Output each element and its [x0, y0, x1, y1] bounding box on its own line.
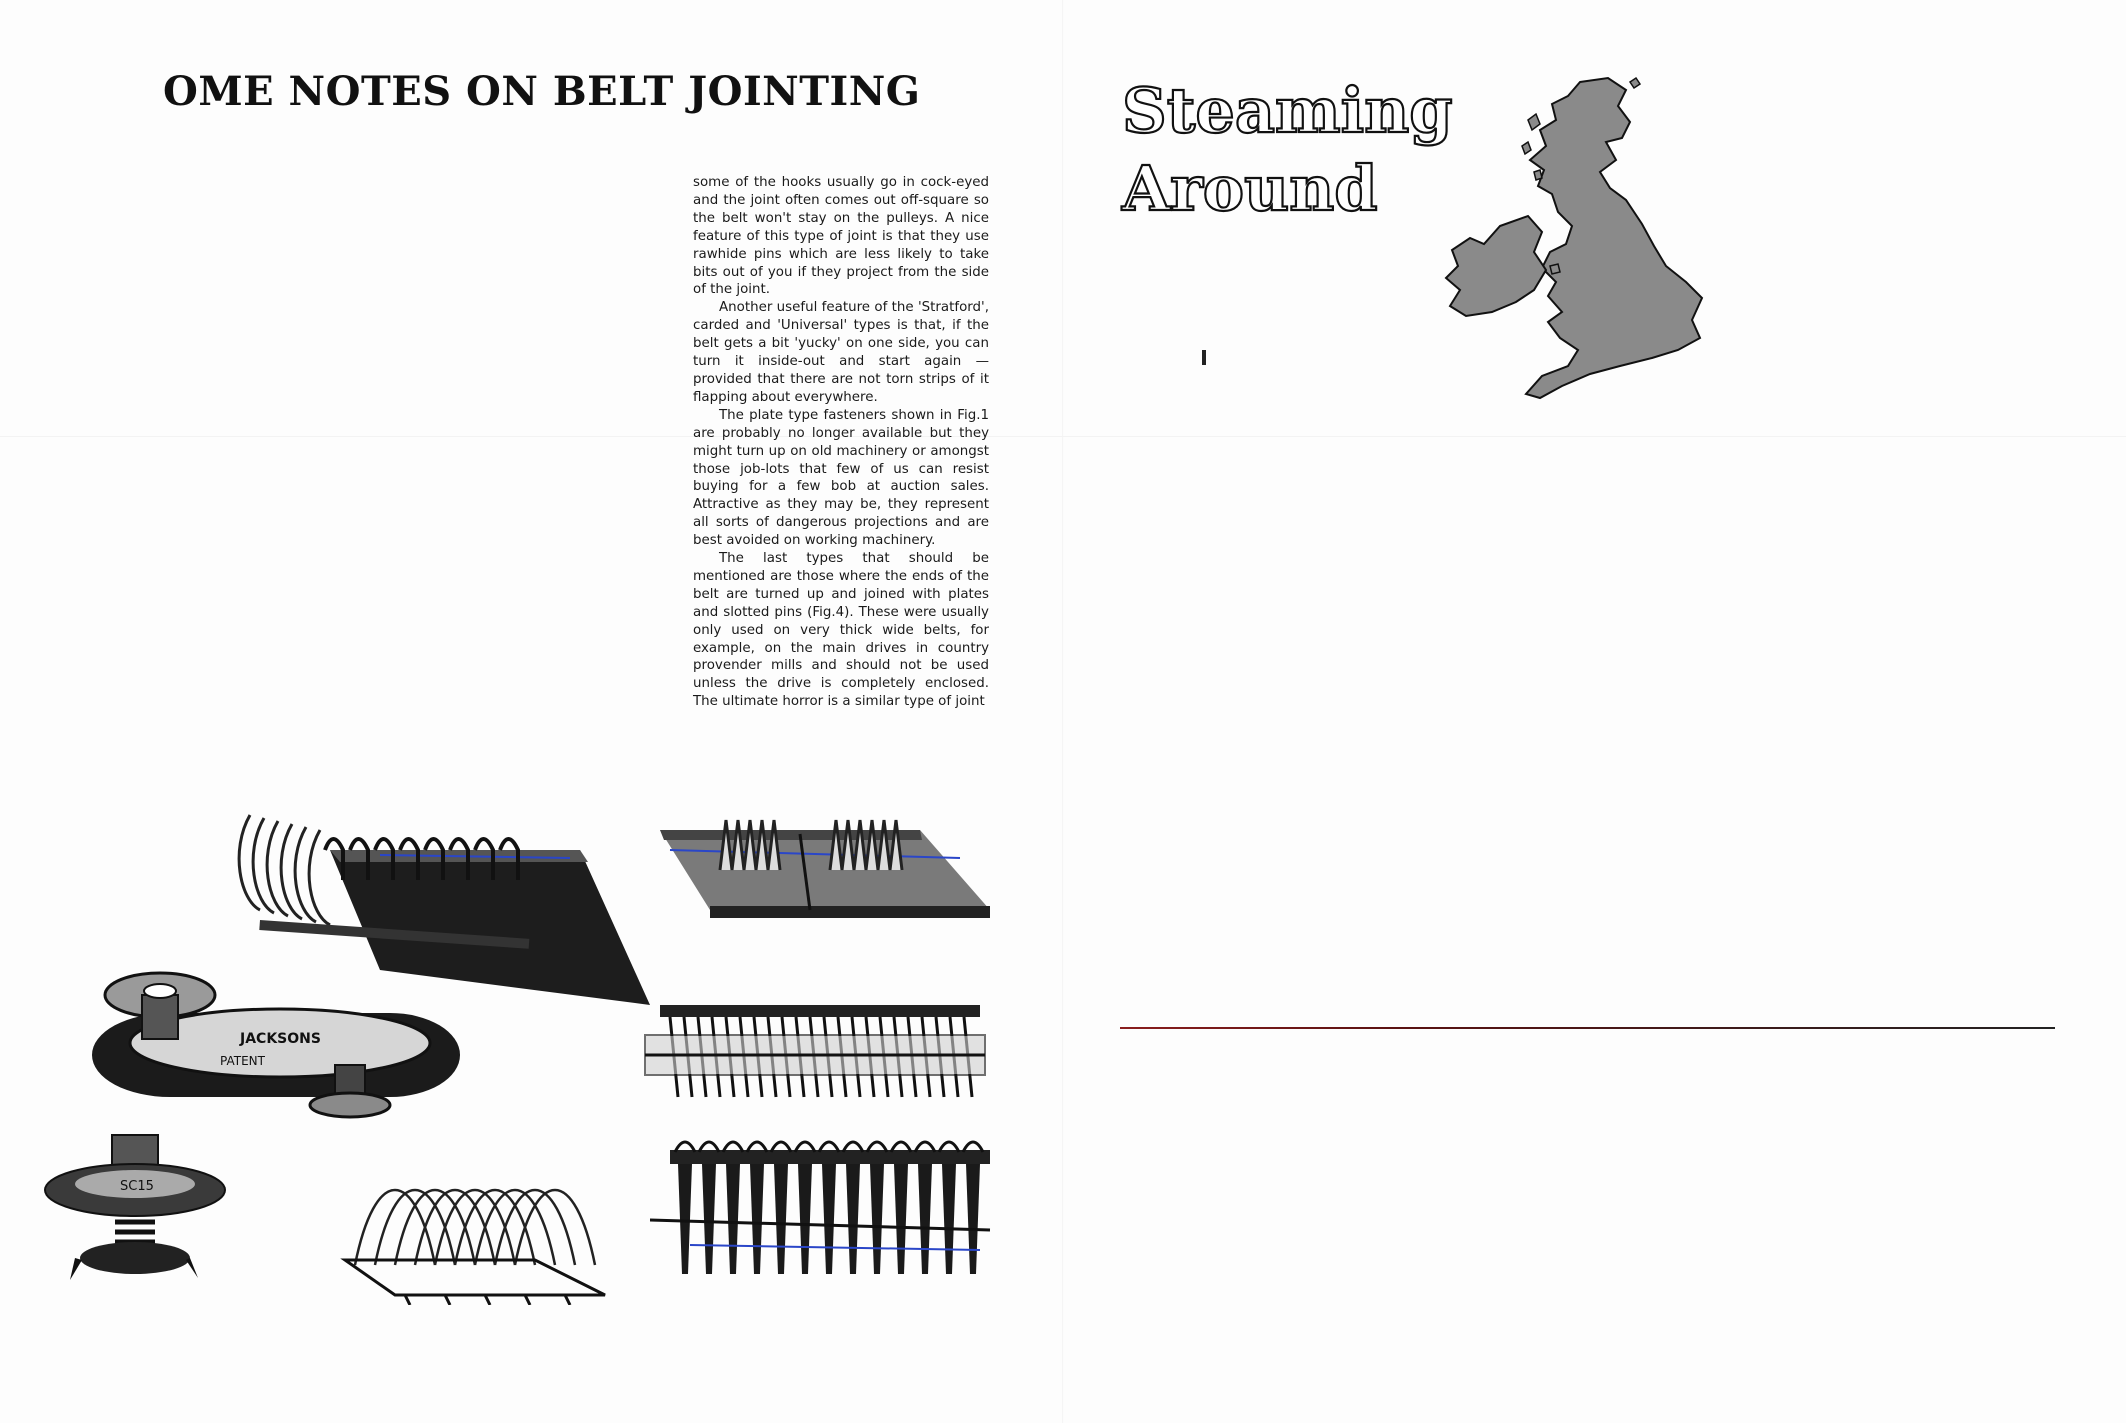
british-isles-map-icon — [1430, 76, 1750, 436]
jacksons-patent-fastener-illustration — [90, 955, 460, 1125]
jacksons-label: JACKSONS — [240, 1031, 321, 1047]
article-paragraph: Another useful feature of the 'Stratford', carded and 'Universal' types is that, if the belt gets a bit 'yucky' on one side, you can turn it inside-out and start again — provided that there are not torn strips of it flapping about everywhere. — [693, 300, 989, 405]
page-marker — [1202, 350, 1206, 365]
plate-fastener-illustration — [660, 810, 1000, 920]
article-paragraph: The plate type fasteners shown in Fig.1 are probably no longer available but they might turn up on old machinery or amongst those job-lots that few of us can resist buying for a few bob at auction sales. Attractive as they may be, they represent all sorts of dangerous projections and are best avoided on working machinery. — [693, 407, 989, 549]
paper-crease — [0, 436, 2126, 437]
carded-hook-fastener-illustration — [640, 995, 1000, 1115]
article-paragraph: The last types that should be mentioned are those where the ends of the belt are turned up and joined with plates and slotted pins (Fig.4). These were usually only used on very thick wide belts, for example, on the main drives in country provender mills and should not be used unless the drive is completely enclosed. The ultimate horror is a similar type of joint — [693, 551, 989, 710]
wire-fastener-illustration — [335, 1155, 615, 1305]
stud-label: SC15 — [120, 1179, 154, 1194]
title-line-steaming: Steaming — [1122, 74, 1453, 147]
article-headline: OME NOTES ON BELT JOINTING — [163, 68, 921, 115]
article-column — [693, 174, 989, 711]
section-divider-rule — [1120, 1027, 2055, 1029]
large-hook-fastener-illustration — [650, 1130, 1000, 1300]
stud-fastener-illustration — [40, 1130, 230, 1290]
title-line-around: Around — [1122, 152, 1378, 225]
page-fold — [1062, 0, 1064, 1423]
patent-label: PATENT — [220, 1054, 265, 1068]
article-paragraph: some of the hooks usually go in cock-eyed and the joint often comes out off-square so the belt won't stay on the pulleys. A nice feature of this type of joint is that they use rawhide pins which are less likely to take bits out of you if they project from the side of the joint. — [693, 175, 989, 298]
fastener-illustrations — [40, 800, 1000, 1300]
